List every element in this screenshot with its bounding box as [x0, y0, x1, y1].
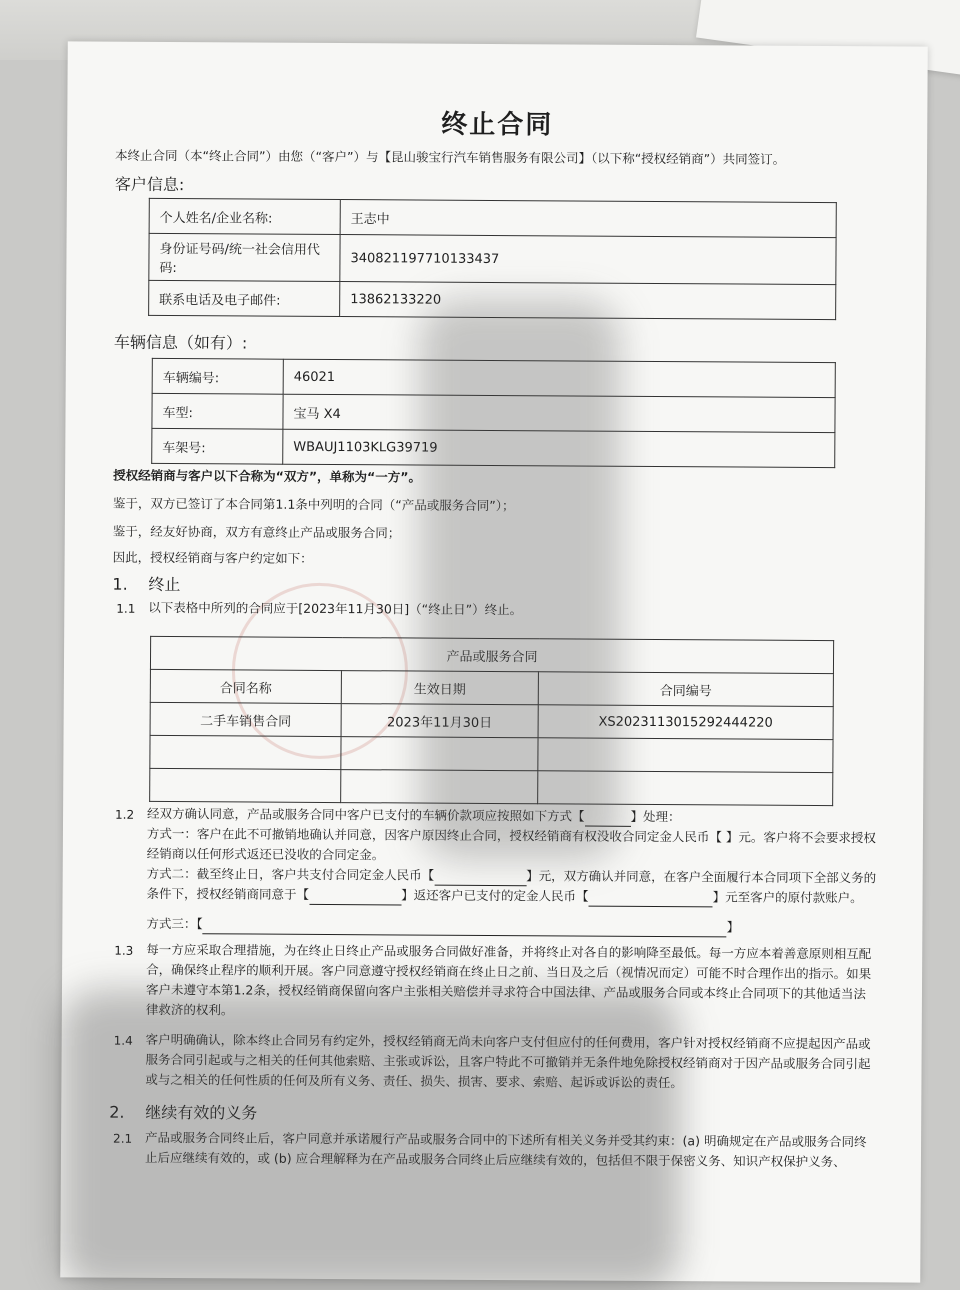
clause-1-2-lead-text: 经双方确认同意，产品或服务合同中客户已支付的车辆价款项应按照如下方式【 — [147, 805, 585, 824]
cell-empty — [341, 737, 538, 771]
section-1-title: 终止 — [148, 574, 181, 595]
clause-1-3-number: 1.3 — [114, 943, 134, 958]
customer-name-label: 个人姓名/企业名称: — [149, 198, 340, 234]
cell-empty — [538, 738, 833, 773]
document-title: 终止合同 — [441, 109, 554, 141]
table-row — [150, 636, 833, 673]
clause-1-3-text: 每一方应采取合理措施，为在终止日终止产品或服务合同做好准备，并将终止对各自的影响降至最低。每一方应本着善意原则相互配合，确保终止程序的顺利开展。客户同意遵守授权经销商在终止日之前、当日及之后（视情况而定）可能不时合理作出的指示。如果客户未遵守本第1.2条，授权经销商保留向客户主张相关赔偿并寻求符合中国法律、产品或服务合同或本终止合同项下的其他适当法律救济的权利。 — [145, 941, 872, 1018]
vin-value: WBAUJ1103KLG39719 — [283, 429, 835, 467]
table-row — [152, 393, 835, 432]
section-1-number: 1. — [112, 574, 128, 594]
vehicle-number-value: 46021 — [283, 359, 835, 397]
method-blank — [585, 812, 631, 827]
option-2-part-c: 】返还客户已支付的定金人民币【 — [401, 887, 589, 904]
recital-whereas-1: 鉴于，双方已签订了本合同第1.1条中列明的合同（“产品或服务合同”）； — [112, 495, 515, 514]
page-content — [60, 41, 928, 1282]
customer-name-value: 王志中 — [340, 200, 836, 238]
clause-2-1-number: 2.1 — [113, 1131, 133, 1146]
section-2-heading — [109, 1100, 257, 1124]
customer-id-label: 身份证号码/统一社会信用代码: — [149, 233, 340, 281]
cell-empty — [150, 768, 341, 802]
table-row — [150, 735, 833, 772]
option-3-text: 方式三：【 — [146, 915, 203, 932]
recital-parties: 授权经销商与客户以下合称为“双方”，单称为“一方”。 — [113, 467, 422, 485]
clause-1-1-number: 1.1 — [116, 601, 136, 616]
header-effective-date: 生效日期 — [341, 671, 538, 705]
clause-1-2-lead-end: 】处理： — [630, 808, 681, 825]
clause-2-1-text: 产品或服务合同终止后，客户同意并承诺履行产品或服务合同中的下述所有相关义务并受其约束：(a) 明确规定在产品或服务合同终止后应继续有效的，或 (b) 应合理解释为在产品或服务合同终止后应继续有效的，包括但不限于保密义务、知识产权保护义务、 — [144, 1129, 867, 1170]
header-contract-number: 合同编号 — [538, 672, 833, 707]
option-2-part-b: 】元，双方确认并同意，在客户全面履行本合同项下全部义务的条件下，授权经销商同意于【 — [146, 868, 877, 902]
return-amount-blank — [589, 892, 713, 908]
vehicle-model-value: 宝马 X4 — [283, 394, 835, 432]
cell-empty — [538, 771, 833, 806]
deposit-amount-blank — [434, 871, 526, 887]
table-row — [150, 669, 833, 706]
option-3-blank — [203, 919, 727, 937]
recital-whereas-2: 鉴于，经友好协商，双方有意终止产品或服务合同； — [112, 523, 401, 541]
clause-1-2-option-3 — [146, 914, 876, 938]
contract-table — [149, 636, 834, 806]
vehicle-info-label: 车辆信息（如有）: — [113, 332, 248, 353]
cell-effective-date: 2023年11月30日 — [341, 704, 538, 738]
table-row — [150, 702, 833, 739]
vehicle-info-table — [151, 358, 836, 468]
vehicle-model-label: 车型: — [152, 393, 283, 429]
table-row — [149, 233, 836, 284]
option-2-part-a: 方式二：截至终止日，客户共支付合同定金人民币【 — [146, 865, 435, 883]
contract-table-caption: 产品或服务合同 — [150, 636, 833, 673]
clause-1-1-text: 以下表格中所列的合同应于[2023年11月30日]（“终止日”）终止。 — [148, 599, 523, 618]
clause-1-2-option-2 — [147, 864, 877, 908]
vin-label: 车架号: — [152, 428, 283, 464]
section-2-number: 2. — [109, 1102, 125, 1122]
clause-1-4-text: 客户明确确认，除本终止合同另有约定外，授权经销商无尚未向客户支付但应付的任何费用，客户针对授权经销商不应提起因产品或服务合同引起或与之相关的任何其他索赔、主张或诉讼，且客户特此不可撤销并无条件地免除授权经销商对于因产品或服务合同引起或与之相关的任何性质的任何及所有义务、责任、损失、损害、要求、索赔、起诉或诉讼的责任。 — [145, 1031, 871, 1091]
section-1-heading — [112, 572, 180, 595]
option-3-end: 】 — [726, 919, 740, 935]
customer-id-value: 340821197710133437 — [340, 235, 836, 285]
cell-contract-number: XS2023113015292444220 — [538, 705, 833, 740]
vehicle-number-label: 车辆编号: — [152, 358, 283, 394]
recital-therefore: 因此，授权经销商与客户约定如下： — [112, 549, 313, 566]
clause-1-2-number: 1.2 — [115, 807, 135, 822]
table-row — [149, 280, 836, 319]
table-row — [152, 358, 835, 397]
section-2-title: 继续有效的义务 — [145, 1102, 258, 1123]
contract-page — [60, 41, 928, 1282]
cell-empty — [341, 770, 538, 804]
return-date-blank — [309, 890, 401, 906]
clause-1-4-number: 1.4 — [113, 1033, 133, 1048]
table-row — [149, 198, 836, 237]
clause-1-2-option-1: 方式一：客户在此不可撤销地确认并同意，因客户原因终止合同，授权经销商有权没收合同定金人民币【 】元。客户将不会要求授权经销商以任何形式返还已没收的合同定金。 — [146, 825, 876, 863]
cell-empty — [150, 735, 341, 769]
customer-contact-label: 联系电话及电子邮件: — [149, 280, 340, 316]
cell-contract-name: 二手车销售合同 — [150, 702, 341, 736]
customer-contact-value: 13862133220 — [340, 282, 836, 320]
table-row — [150, 768, 833, 805]
customer-info-label: 客户信息: — [114, 174, 185, 195]
intro-paragraph: 本终止合同（本“终止合同”）由您（“客户”）与【昆山骏宝行汽车销售服务有限公司】（以下称“授权经销商”）共同签订。 — [115, 147, 786, 167]
header-contract-name: 合同名称 — [150, 669, 341, 703]
customer-info-table — [148, 198, 837, 320]
table-row — [152, 428, 835, 467]
option-2-part-d: 】元至客户的原付款账户。 — [712, 889, 863, 906]
